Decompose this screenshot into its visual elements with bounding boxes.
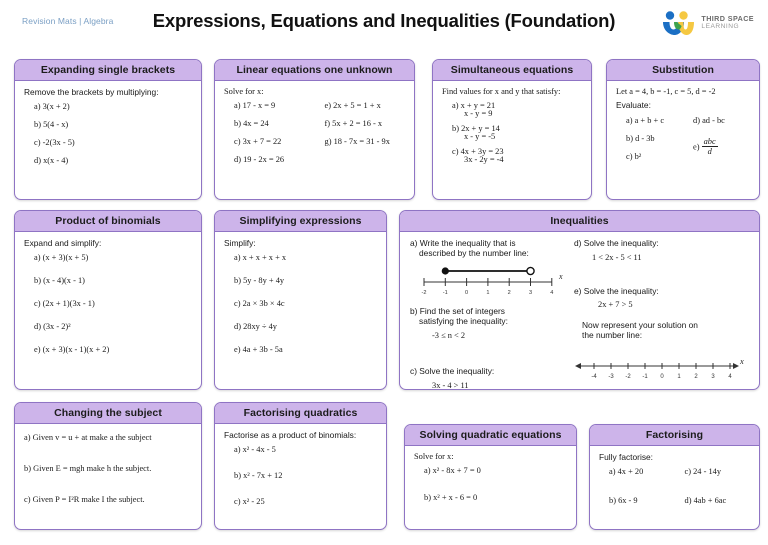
card-instruction: Solve for x:	[224, 86, 264, 96]
question-item: c) 4x + 3y = 23	[452, 146, 504, 156]
card-factorising	[589, 424, 760, 530]
question-item: b) 4x = 24	[234, 118, 269, 128]
card-title: Factorising	[590, 425, 759, 446]
question-note-continued: the number line:	[582, 329, 643, 340]
question-item: a) 3(x + 2)	[34, 101, 70, 111]
svg-text:3: 3	[528, 289, 533, 296]
question-column-left	[224, 101, 315, 173]
question-item: c) Solve the inequality:	[410, 365, 495, 376]
svg-text:0: 0	[660, 373, 664, 380]
svg-text:1: 1	[677, 373, 681, 380]
card-instruction: Factorise as a product of binomials:	[224, 429, 357, 440]
number-line-answer	[574, 356, 749, 386]
question-item: a) (x + 3)(x + 5)	[34, 252, 89, 262]
svg-text:0: 0	[465, 289, 469, 296]
question-item: c) 24 - 14y	[684, 466, 722, 476]
question-item: e) Solve the inequality:	[574, 285, 659, 296]
card-linear-equations-one-unknown	[214, 59, 415, 200]
page-title: Expressions, Equations and Inequalities (Foundation)	[152, 10, 616, 31]
question-expression: 2x + 7 > 5	[598, 299, 633, 309]
card-solving-quadratic-equations	[404, 424, 577, 530]
question-item: d) 4ab + 6ac	[684, 495, 727, 505]
card-title: Simultaneous equations	[433, 60, 591, 81]
svg-text:x: x	[740, 355, 744, 366]
question-item: a) x + y = 21	[452, 100, 496, 110]
card-expanding-single-brackets	[14, 59, 202, 200]
card-instruction: Expand and simplify:	[24, 237, 102, 248]
svg-text:-2: -2	[421, 289, 427, 296]
question-item: a) Write the inequality that is	[410, 237, 516, 248]
question-item: b) 6x - 9	[609, 495, 638, 505]
question-item: d) 28xy ÷ 4y	[234, 321, 277, 331]
question-note: Now represent your solution on	[582, 319, 698, 330]
svg-text:3: 3	[711, 373, 715, 380]
question-item: a) 4x + 20	[609, 466, 644, 476]
question-expression: 1 < 2x - 5 < 11	[592, 252, 642, 262]
card-instruction: Solve for x:	[414, 451, 454, 461]
svg-text:-3: -3	[608, 373, 614, 380]
question-item: b) Find the set of integers	[410, 305, 505, 316]
question-item: b) 5(4 - x)	[34, 119, 69, 129]
question-item: d) Solve the inequality:	[574, 237, 659, 248]
svg-text:2: 2	[507, 289, 511, 296]
card-instruction: Find values for x and y that satisfy:	[442, 86, 561, 96]
card-instruction: Fully factorise:	[599, 451, 653, 462]
card-title: Inequalities	[400, 211, 759, 232]
number-line-given	[416, 262, 566, 298]
inequalities-column-right	[574, 238, 749, 390]
question-item: b) x² + x - 6 = 0	[424, 492, 478, 502]
question-item: c) Given P = I²R make I the subject.	[24, 494, 145, 504]
svg-text:2: 2	[694, 373, 698, 380]
question-item: c) -2(3x - 5)	[34, 137, 75, 147]
question-item: a) x² - 4x - 5	[234, 444, 276, 454]
card-simplifying-expressions	[214, 210, 387, 390]
breadcrumb: Revision Mats | Algebra	[22, 16, 114, 26]
question-item: d) ad - bc	[693, 115, 725, 125]
question-item: d) 19 - 2x = 26	[234, 154, 285, 164]
question-expression: -3 ≤ n < 2	[432, 330, 466, 340]
fraction	[702, 137, 718, 158]
card-title: Simplifying expressions	[215, 211, 386, 232]
question-column-right	[683, 116, 750, 170]
question-item-second-line: x - y = 9	[464, 108, 493, 118]
question-expression: 3x - 4 > 11	[432, 380, 469, 390]
question-item: b) x² - 7x + 12	[234, 470, 283, 480]
card-factorising-quadratics	[214, 402, 387, 530]
question-column-right	[315, 101, 406, 173]
svg-text:4: 4	[550, 289, 554, 296]
question-item: c) 3x + 7 = 22	[234, 136, 282, 146]
svg-text:-1: -1	[642, 373, 648, 380]
card-title: Linear equations one unknown	[215, 60, 414, 81]
fraction-numerator: abc	[703, 136, 716, 146]
card-instruction: Evaluate:	[616, 99, 651, 110]
question-item: c) b²	[626, 151, 642, 161]
brand-name-line1: THIRD SPACE	[701, 14, 754, 24]
question-column-left	[616, 116, 683, 170]
question-item: f) 5x + 2 = 16 - x	[324, 118, 383, 128]
question-column-left	[599, 467, 675, 514]
question-item: b) d - 3b	[626, 133, 655, 143]
card-instruction: Simplify:	[224, 237, 256, 248]
card-product-of-binomials	[14, 210, 202, 390]
card-title: Factorising quadratics	[215, 403, 386, 424]
question-item: a) 17 - x = 9	[234, 100, 276, 110]
card-title: Substitution	[607, 60, 759, 81]
brand-logo	[661, 10, 754, 36]
question-item: b) (x - 4)(x - 1)	[34, 275, 85, 285]
question-item-fraction	[683, 137, 750, 158]
question-item: a) x + x + x + x	[234, 252, 287, 262]
question-item: a) a + b + c	[626, 115, 665, 125]
page-header	[0, 0, 768, 48]
card-simultaneous-equations	[432, 59, 592, 200]
svg-text:-4: -4	[591, 373, 597, 380]
svg-text:1: 1	[486, 289, 490, 296]
question-label: e)	[693, 141, 700, 151]
card-title: Product of binomials	[15, 211, 201, 232]
question-item: b) Given E = mgh make h the subject.	[24, 463, 152, 473]
question-item: d) x(x - 4)	[34, 155, 69, 165]
question-item: b) 5y - 8y + 4y	[234, 275, 285, 285]
card-instruction: Remove the brackets by multiplying:	[24, 86, 159, 97]
card-changing-the-subject	[14, 402, 202, 530]
question-item-continued: described by the number line:	[419, 247, 529, 258]
question-column-right	[675, 467, 751, 514]
inequalities-column-left	[410, 238, 566, 390]
question-item: c) 2a × 3b × 4c	[234, 298, 285, 308]
card-inequalities	[399, 210, 760, 390]
card-title: Changing the subject	[15, 403, 201, 424]
card-substitution	[606, 59, 760, 200]
question-item: c) (2x + 1)(3x - 1)	[34, 298, 95, 308]
question-item: b) 2x + y = 14	[452, 123, 500, 133]
brand-text	[701, 15, 754, 30]
question-item-second-line: 3x - 2y = -4	[464, 154, 504, 164]
brand-name-line2: LEARNING	[701, 23, 740, 31]
question-item: a) x² - 8x + 7 = 0	[424, 465, 481, 475]
question-item-second-line: x - y = -5	[464, 131, 496, 141]
question-item: a) Given v = u + at make a the subject	[24, 432, 152, 442]
card-title: Solving quadratic equations	[405, 425, 576, 446]
question-item: c) x² - 25	[234, 496, 265, 506]
question-item-continued: satisfying the inequality:	[419, 315, 508, 326]
svg-text:-2: -2	[625, 373, 631, 380]
svg-text:4: 4	[728, 373, 732, 380]
card-title: Expanding single brackets	[15, 60, 201, 81]
svg-text:-1: -1	[442, 289, 448, 296]
question-item: g) 18 - 7x = 31 - 9x	[324, 136, 390, 146]
question-item: e) (x + 3)(x - 1)(x + 2)	[34, 344, 110, 354]
card-given-values: Let a = 4, b = -1, c = 5, d = -2	[616, 86, 716, 96]
fraction-denominator: d	[707, 147, 712, 157]
svg-text:x: x	[559, 271, 563, 281]
question-item: e) 4a + 3b - 5a	[234, 344, 283, 354]
third-space-learning-logo-icon	[661, 10, 695, 36]
question-item: e) 2x + 5 = 1 + x	[324, 100, 381, 110]
question-item: d) (3x - 2)²	[34, 321, 71, 331]
